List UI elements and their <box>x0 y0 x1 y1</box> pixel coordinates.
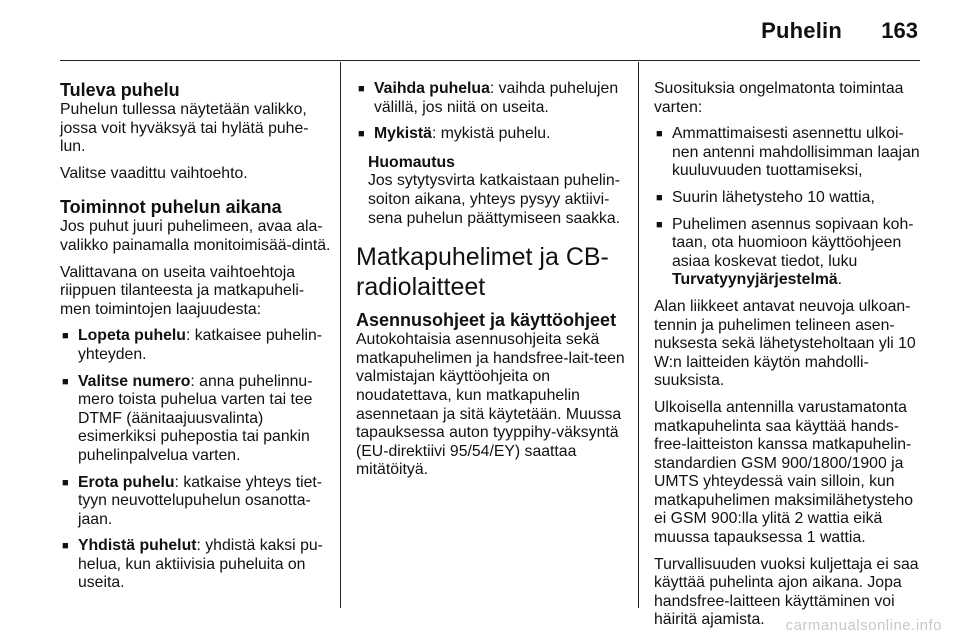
term: Erota puhelu <box>78 473 175 491</box>
bullet-icon: ■ <box>62 476 69 489</box>
list-item <box>654 216 926 290</box>
heading-incoming-call: Tuleva puhelu <box>60 80 180 100</box>
term: Yhdistä puhelut <box>78 537 197 555</box>
bullet-icon: ■ <box>358 83 365 95</box>
bullet-icon: ■ <box>656 218 663 231</box>
item-text: : mykistä puhelu. <box>431 125 551 143</box>
item-text: Puhelimen asennus sopivaan koh-taan, ota huomioon käyttöohjeen asiaa koskevat tiedot, luku <box>672 215 914 270</box>
item-text: : katkaisee puhelin-yhteyden. <box>78 327 323 363</box>
term: Vaihda puhelua <box>374 80 490 97</box>
during-call-text: Jos puhut juuri puhelimeen, avaa ala-valikko painamalla monitoimisää-dintä. <box>60 218 331 254</box>
watermark: carmanualsonline.info <box>785 617 942 634</box>
page-header <box>60 0 920 61</box>
term: Mykistä <box>374 125 432 143</box>
term: Turvatyynyjärjestelmä <box>672 271 838 289</box>
list-item <box>60 373 332 466</box>
page-number: 163 <box>881 18 918 43</box>
column-divider-right <box>638 62 639 608</box>
column-1 <box>60 80 332 601</box>
call-functions-list <box>60 327 332 593</box>
safety-text: Turvallisuuden vuoksi kuljettaja ei saa käyttää puhelinta ajon aikana. Jopa handsfree-laitteen käyttäminen voi häiritä ajamista. <box>654 555 919 629</box>
term: Valitse numero <box>78 372 191 390</box>
note-body: Jos sytytysvirta katkaistaan puhelin-soiton aikana, yhteys pysyy aktiivi-sena puhelun päättymiseen saakka. <box>368 172 621 227</box>
item-text: Ammattimaisesti asennettu ulkoi-nen antenni mahdollisimman laajan kuuluvuuden tuottamiseksi, <box>672 125 920 180</box>
recommendations-intro: Suosituksia ongelmatonta toimintaa varten: <box>654 80 904 116</box>
options-text: Valittavana on useita vaihtoehtoja riippuen tilanteesta ja matkapuheli-men toimintojen laajuudesta: <box>60 263 305 318</box>
heading-during-call: Toiminnot puhelun aikana <box>60 197 282 218</box>
call-functions-list-continued <box>356 80 628 144</box>
bullet-icon: ■ <box>62 330 69 343</box>
item-text: : vaihda puhelujen välillä, jos niitä on useita. <box>374 80 619 116</box>
heading-installation: Asennusohjeet ja käyttöohjeet <box>356 310 617 331</box>
bullet-icon: ■ <box>358 128 365 141</box>
bullet-icon: ■ <box>656 128 663 141</box>
without-antenna-text: Ulkoisella antennilla varustamatonta matkapuhelinta saa käyttää hands-free-laitteiston kanssa matkapuhelin-standardien GSM 900/1800/1900 ja UMTS yhteydessä vain silloin, kun matkapuhelimen maksimilähetysteho ei GSM 900:lla ylitä 2 wattia eikä muussa tapauksessa 1 wattia. <box>654 398 914 547</box>
section-heading: Matkapuhelimet ja CB-radiolaitteet <box>356 243 609 302</box>
bullet-icon: ■ <box>62 540 69 553</box>
page-title: Puhelin <box>761 18 842 43</box>
item-tail: . <box>837 271 843 289</box>
column-2 <box>356 80 628 488</box>
choose-option-text: Valitse vaadittu vaihtoehto. <box>60 164 248 182</box>
incoming-call-text: Puhelun tullessa näytetään valikko, jossa voit hyväksyä tai hylätä puhe-lun. <box>60 101 309 156</box>
column-divider-left <box>340 62 341 608</box>
list-item <box>654 125 926 181</box>
bullet-icon: ■ <box>656 191 663 204</box>
bullet-icon: ■ <box>62 375 69 388</box>
list-item <box>60 327 332 364</box>
item-text: Suurin lähetysteho 10 wattia, <box>672 188 875 206</box>
item-text: : anna puhelinnu-mero toista puhelua varten tai tee DTMF (äänitaajuusvalinta) esimerkiksi puhepostia tai pankin puhelinpalvelua varten. <box>78 372 313 464</box>
list-item <box>654 189 926 208</box>
item-text: : katkaise yhteys tiet-tyyn neuvottelupuhelun osanotta-jaan. <box>78 473 323 528</box>
recommendations-list <box>654 125 926 290</box>
list-item <box>356 125 628 144</box>
term: Lopeta puhelu <box>78 327 186 345</box>
list-item <box>356 80 628 117</box>
note-title: Huomautus <box>368 153 455 171</box>
list-item <box>60 474 332 530</box>
item-text: : yhdistä kaksi pu-helua, kun aktiivisia puheluita on useita. <box>78 537 323 592</box>
installation-text: Autokohtaisia asennusohjeita sekä matkapuhelimen ja handsfree-lait-teen valmistajan käyttöohjeita on noudatettava, kun matkapuhelin asennetaan ja sitä käytetään. Muussa tapauksessa auton tyyppihy-väksyntä (EU-direktiivi 95/54/EY) saattaa mitätöityä. <box>356 331 625 479</box>
column-3 <box>654 80 926 638</box>
list-item <box>60 537 332 593</box>
antenna-advice-text: Alan liikkeet antavat neuvoja ulkoan-tennin ja puhelimen telineen asen-nuksesta sekä lähetysteholtaan yli 10 W:n laitteiden käytön mahdolli-suuksista. <box>654 297 916 390</box>
